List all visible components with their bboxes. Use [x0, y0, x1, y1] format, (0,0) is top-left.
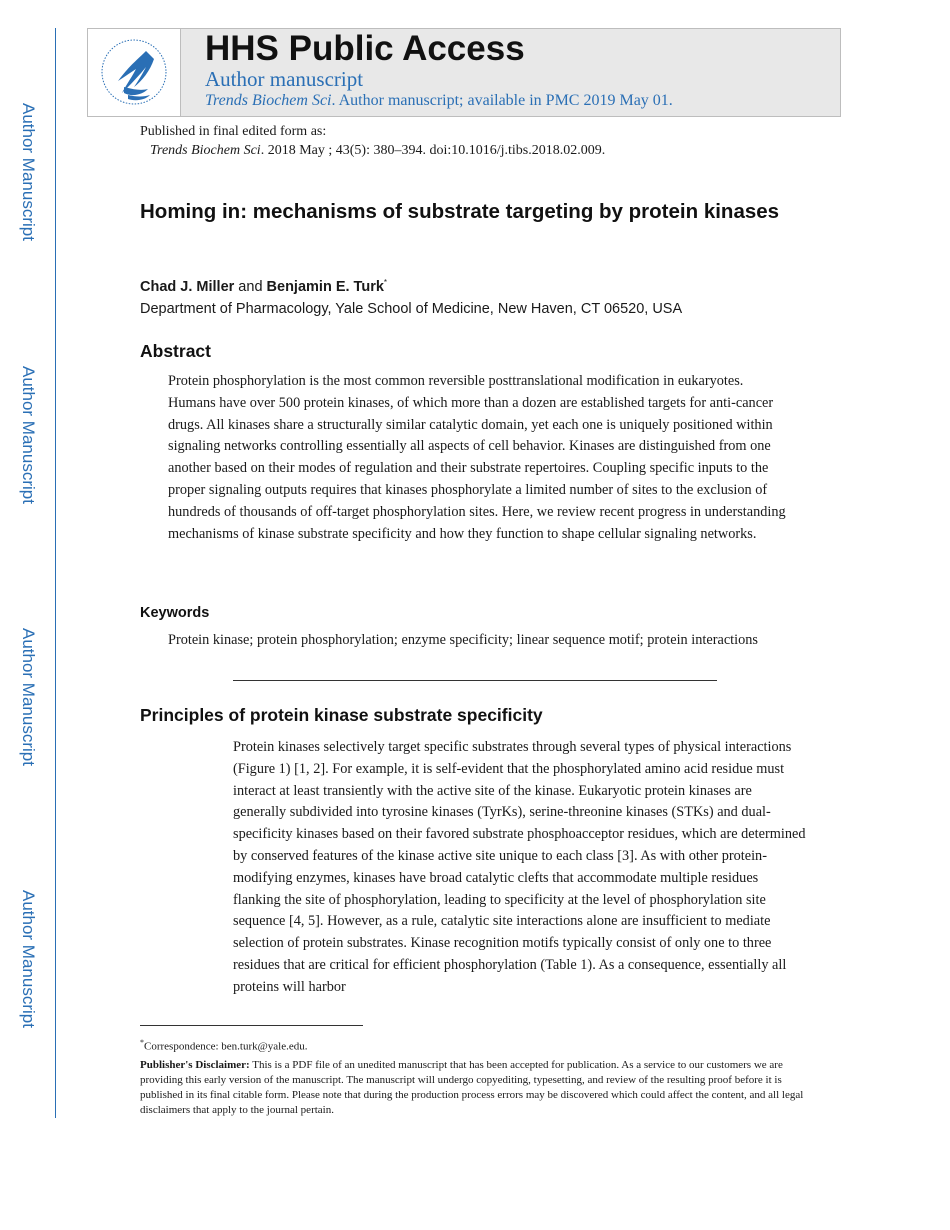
banner-availability: [205, 92, 673, 110]
publisher-disclaimer: [140, 1058, 810, 1118]
abstract-text: Protein phosphorylation is the most common reversible posttranslational modification in eukaryotes. Humans have over 500 protein kinases, of which more than a dozen are established targets for anti-cancer drugs. All kinases share a structurally similar catalytic domain, yet each one is uniquely positioned within signaling networks controlling essentially all aspects of cell behavior. Kinases are distinguished from one another based on their modes of regulation and their substrate repertoires. Coupling specific inputs to the proper signaling outputs requires that kinases phosphorylate a limited number of sites to the exclusion of hundreds of thousands of off-target phosphorylation sites. Here, we review recent progress in understanding mechanisms of kinase substrate specificity and how they function to shape cellular signaling networks.: [168, 373, 786, 542]
pubinfo-journal: Trends Biochem Sci: [150, 143, 261, 158]
disclaimer-text: This is a PDF file of an unedited manuscript that has been accepted for publication. As a service to our customers we are providing this early version of the manuscript. The manuscript will undergo copyediting, typesetting, and review of the resulting proof before it is published in its final citable form. Please note that during the production process errors may be discovered which could affect the content, and all legal disclaimers that apply to the journal pertain.: [140, 1059, 804, 1116]
margin-rule: [55, 28, 56, 1118]
abstract-heading: Abstract: [140, 341, 211, 361]
pubinfo-citation: [140, 141, 605, 160]
affiliation: Department of Pharmacology, Yale School of Medicine, New Haven, CT 06520, USA: [140, 301, 683, 317]
footnote-rule: [140, 1025, 363, 1026]
disclaimer-label: Publisher's Disclaimer:: [140, 1059, 250, 1071]
pubinfo-label: Published in final edited form as:: [140, 124, 327, 139]
footnote-mark: *: [140, 1038, 144, 1047]
authors-and: and: [234, 278, 267, 295]
article-title: Homing in: mechanisms of substrate targeting by protein kinases: [140, 200, 780, 223]
banner-journal: Trends Biochem Sci: [205, 92, 332, 109]
hhs-banner: [87, 28, 841, 117]
footnote-correspondence: [140, 1038, 307, 1053]
section-divider: [233, 680, 717, 681]
hhs-eagle-seal-icon: [88, 29, 180, 116]
banner-subtitle: Author manuscript: [205, 67, 364, 91]
publication-info: [140, 122, 605, 160]
keywords-text: Protein kinase; protein phosphorylation; enzyme specificity; linear sequence motif; protein interactions: [168, 632, 758, 648]
author-2-mark: *: [383, 278, 388, 287]
correspondence-text: Correspondence: ben.turk@yale.edu.: [144, 1040, 308, 1053]
hhs-logo: [88, 29, 181, 116]
pubinfo-citation-text: . 2018 May ; 43(5): 380–394. doi:10.1016/j.tibs.2018.02.009.: [260, 143, 606, 158]
banner-availability-text: . Author manuscript; available in PMC 2019 May 01.: [331, 92, 673, 109]
author-2: Benjamin E. Turk: [266, 278, 384, 295]
section-body: Protein kinases selectively target specific substrates through several types of physical interactions (Figure 1) [1, 2]. For example, it is self-evident that the phosphorylated amino acid residue must interact at least transiently with the active site of the kinase. Eukaryotic protein kinases are generally subdivided into tyrosine kinases (TyrKs), serine-threonine kinases (STKs) and dual-specificity kinases based on their favored substrate phosphoacceptor residues, which are determined by conserved features of the kinase active site unique to each class [3]. As with other protein-modifying enzymes, kinases have broad catalytic clefts that accommodate multiple residues flanking the site of phosphorylation, leading to specificity at the level of phosphorylation site sequence [4, 5]. However, as a rule, catalytic site interactions alone are insufficient to mediate selection of protein substrates. Kinase recognition motifs typically consist of only one to three residues that are critical for efficient phosphorylation (Table 1). As a consequence, essentially all proteins will harbor: [233, 739, 806, 995]
authors: [140, 278, 387, 295]
section-heading: Principles of protein kinase substrate specificity: [140, 705, 543, 725]
author-1: Chad J. Miller: [140, 278, 235, 295]
banner-title: HHS Public Access: [205, 29, 525, 68]
keywords-heading: Keywords: [140, 605, 210, 621]
